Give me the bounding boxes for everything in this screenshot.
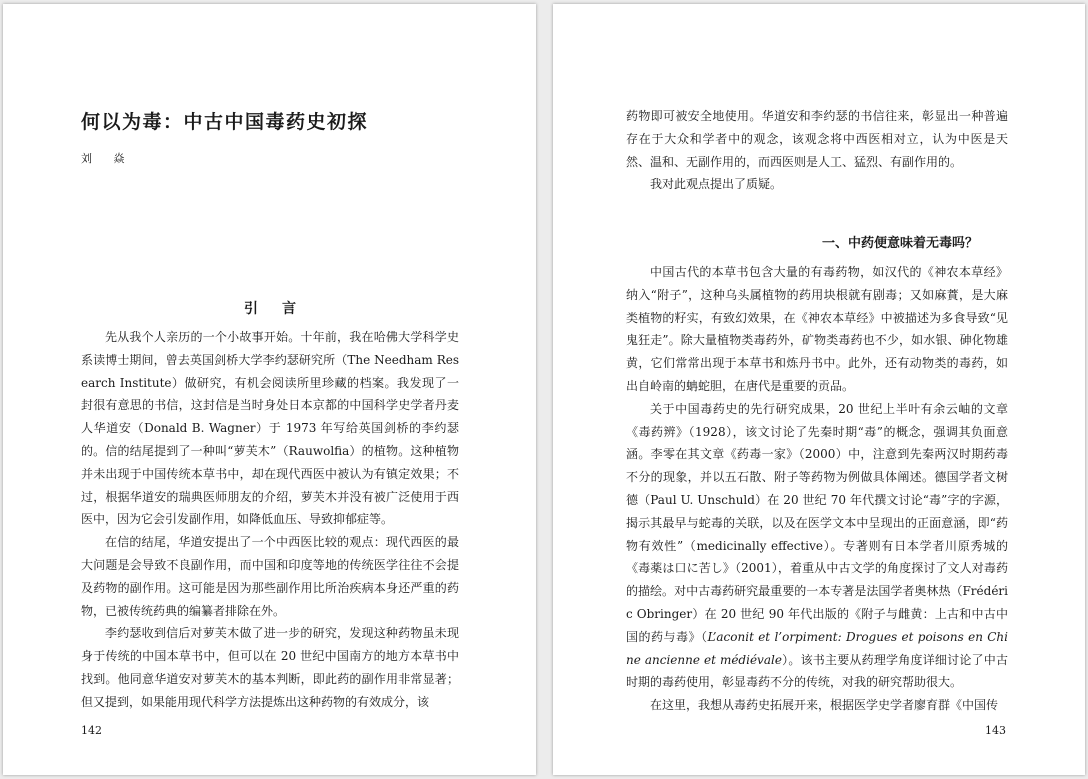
right-page	[553, 4, 1085, 775]
paragraph: 我对此观点提出了质疑。	[650, 177, 783, 192]
paragraph: 在信的结尾，华道安提出了一个中西医比较的观点：现代西医的最大问题是会导致不良副作用，而中国和印度等地的传统医学往往不会提及药物的副作用。这可能是因为那些副作用比所治疾病本身还严重的药物，已被传统药典的编纂者排除在外。	[81, 535, 459, 618]
paragraph-text: 关于中国毒药史的先行研究成果，20 世纪上半叶有余云岫的文章《毒药辨》（1928），该文讨论了先秦时期“毒”的概念，强调其负面意涵。李零在其文章《药毒一家》（2000）中，注意到先秦两汉时期药毒不分的现象，并以五石散、附子等药物为例做具体阐述。德国学者文树德（Paul U. Unschuld）在 20 世纪 70 年代撰文讨论“毒”字的字源，揭示其最早与蛇毒的关联，以及在医学文本中呈现出的正面意涵，即“药物有效性”（medicinally effective）。专著则有日本学者川原秀城的《毒薬は口に苦し》（2001），着重从中古文学的角度探讨了文人对毒药的描绘。对中古毒药研究最重要的一本专著是法国学者奥林热（Frédéric Obringer）在 20 世纪 90 年代出版的《附子与雌黄：上古和中古中国的药与毒》（	[626, 401, 1008, 644]
left-body-text	[81, 326, 459, 714]
italic-book-title: L’aconit et l’orpiment: Drogues et poisons en Chine ancienne et médiévale	[626, 629, 1008, 667]
section-heading-introduction: 引言	[244, 301, 320, 317]
author-name: 刘 焱	[81, 152, 134, 165]
right-top-text	[626, 105, 1008, 196]
left-page	[3, 4, 536, 775]
paragraph: 李约瑟收到信后对萝芙木做了进一步的研究，发现这种药物虽未现身于传统的中国本草书中，但可以在 20 世纪中国南方的地方本草书中找到。他同意华道安对萝芙木的基本判断，即此药的副作用非常显著；但又提到，如果能用现代科学方法提炼出这种药物的有效成分，该	[81, 626, 459, 709]
paragraph-with-book-title	[626, 398, 1008, 694]
paragraph: 先从我个人亲历的一个小故事开始。十年前，我在哈佛大学科学史系读博士期间，曾去英国剑桥大学李约瑟研究所（The Needham Research Institute）做研究，有机会阅读所里珍藏的档案。我发现了一封很有意思的书信，这封信是当时身处日本京都的中国科学史学者丹麦人华道安（Donald B. Wagner）于 1973 年写给英国剑桥的李约瑟的。信的结尾提到了一种叫“萝芙木”（Rauwolfia）的植物。这种植物并未出现于中国传统本草书中，却在现代西医中被认为有镇定效果；不过，根据华道安的瑞典医师朋友的介绍，萝芙木并没有被广泛使用于西医中，因为它会引发副作用，如降低血压、导致抑郁症等。	[81, 330, 459, 527]
paragraph: 中国古代的本草书包含大量的有毒药物，如汉代的《神农本草经》纳入“附子”，这种乌头属植物的药用块根就有剧毒；又如麻蕡，是大麻类植物的籽实，有致幻效果，在《神农本草经》中被描述为多食导致“见鬼狂走”。除大量植物类毒药外，矿物类毒药也不少，如水银、砷化物雄黄，它们常常出现于本草书和炼丹书中。此外，还有动物类的毒药，如出自岭南的蚺蛇胆，在唐代是重要的贡品。	[626, 265, 1008, 393]
right-body-text	[626, 261, 1008, 717]
page-number: 143	[985, 724, 1006, 737]
subsection-heading: 一、中药便意味着无毒吗？	[821, 236, 978, 251]
paragraph: 在这里，我想从毒药史拓展开来，根据医学史学者廖育群《中国传	[650, 698, 999, 713]
article-title: 何以为毒：中古中国毒药史初探	[81, 111, 369, 133]
paragraph-continuation: 药物即可被安全地使用。华道安和李约瑟的书信往来，彰显出一种普遍存在于大众和学者中的观念，该观念将中西医相对立，认为中医是天然、温和、无副作用的，而西医则是人工、猛烈、有副作用的。	[626, 109, 1008, 169]
paragraph-text-tail: ）。该书主要从药理学角度详细讨论了中古时期的毒药使用，彰显毒药不分的传统，对我的研究帮助很大。	[626, 652, 1008, 690]
page-number: 142	[81, 724, 102, 737]
